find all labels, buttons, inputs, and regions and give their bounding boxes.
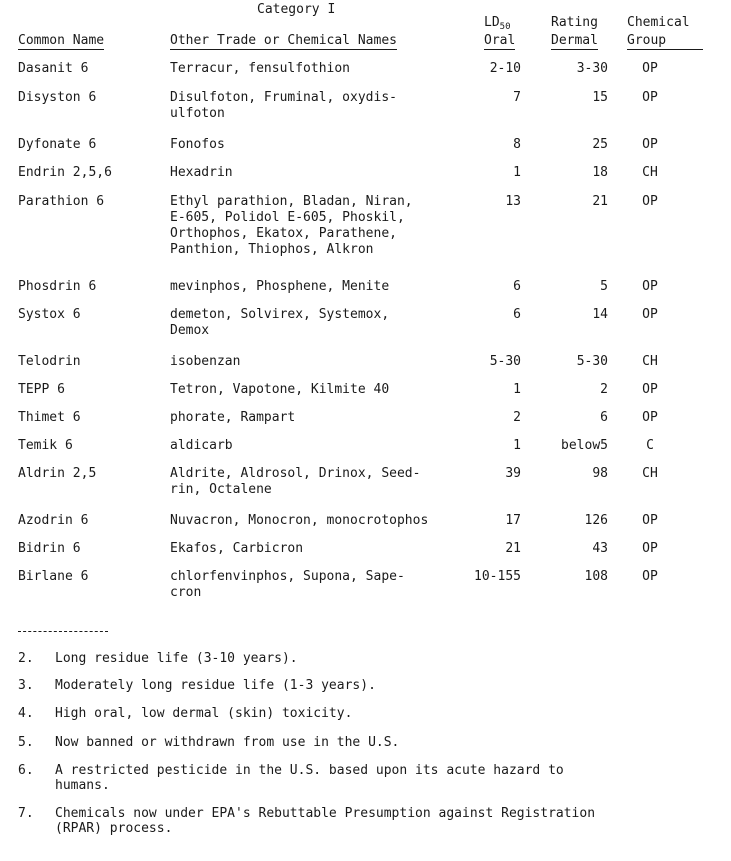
- chemical-group: CH: [642, 466, 658, 481]
- common-name: Bidrin 6: [18, 541, 81, 556]
- common-name: Aldrin 2,5: [18, 466, 97, 481]
- other-names: Tetron, Vapotone, Kilmite 40: [170, 382, 390, 397]
- ld-subscript: 50: [499, 22, 511, 32]
- chemical-group: C: [646, 438, 654, 453]
- footnote-number: 5.: [18, 735, 34, 750]
- ld50-oral: 2-10: [489, 61, 521, 76]
- ld50-dermal: 108: [584, 569, 608, 584]
- common-name: Azodrin 6: [18, 513, 89, 528]
- ld50-oral: 6: [513, 279, 521, 294]
- ld50-dermal: 6: [600, 410, 608, 425]
- chemical-group: OP: [642, 279, 658, 294]
- col-oral: Oral: [484, 33, 516, 48]
- common-name: Endrin 2,5,6: [18, 165, 112, 180]
- other-names: aldicarb: [170, 438, 233, 453]
- ld50-oral: 8: [513, 137, 521, 152]
- chemical-group: OP: [642, 541, 658, 556]
- common-name: Thimet 6: [18, 410, 81, 425]
- ld50-dermal: 15: [592, 90, 608, 105]
- ld50-oral: 21: [505, 541, 521, 556]
- footnote-text: Long residue life (3-10 years).: [55, 651, 298, 666]
- chemical-group: CH: [642, 165, 658, 180]
- ld50-oral: 2: [513, 410, 521, 425]
- ld50-dermal: 5-30: [576, 354, 608, 369]
- footnote-number: 4.: [18, 706, 34, 721]
- chemical-group: CH: [642, 354, 658, 369]
- col-other-names: Other Trade or Chemical Names: [170, 33, 397, 48]
- chemical-group: OP: [642, 569, 658, 584]
- footnote-number: 3.: [18, 678, 34, 693]
- other-names: Terracur, fensulfothion: [170, 61, 351, 76]
- other-names: Nuvacron, Monocron, monocrotophos: [170, 513, 429, 528]
- ld50-dermal: 98: [592, 466, 608, 481]
- chemical-group: OP: [642, 513, 658, 528]
- ld50-oral: 13: [505, 194, 521, 209]
- other-names: chlorfenvinphos, Supona, Sape- cron: [170, 569, 405, 600]
- category-title: Category I: [257, 2, 336, 17]
- other-names: Disulfoton, Fruminal, oxydis- ulfoton: [170, 90, 397, 121]
- chemical-group: OP: [642, 382, 658, 397]
- common-name: Dasanit 6: [18, 61, 89, 76]
- other-names: mevinphos, Phosphene, Menite: [170, 279, 390, 294]
- col-group: Group: [627, 33, 703, 50]
- col-ld50: [484, 15, 511, 35]
- footnote-text: Chemicals now under EPA's Rebuttable Presumption against Registration (RPAR) process.: [55, 806, 596, 836]
- ld50-oral: 17: [505, 513, 521, 528]
- chemical-group: OP: [642, 307, 658, 322]
- ld50-oral: 5-30: [489, 354, 521, 369]
- ld50-oral: 7: [513, 90, 521, 105]
- footnote-text: Moderately long residue life (1-3 years).: [55, 678, 376, 693]
- footnote-text: High oral, low dermal (skin) toxicity.: [55, 706, 353, 721]
- chemical-group: OP: [642, 194, 658, 209]
- chemical-group: OP: [642, 410, 658, 425]
- common-name: Birlane 6: [18, 569, 89, 584]
- footnote-text: A restricted pesticide in the U.S. based upon its acute hazard to humans.: [55, 763, 564, 793]
- ld50-dermal: 2: [600, 382, 608, 397]
- other-names: Aldrite, Aldrosol, Drinox, Seed- rin, Octalene: [170, 466, 421, 497]
- ld50-dermal: 18: [592, 165, 608, 180]
- ld50-oral: 1: [513, 382, 521, 397]
- ld50-dermal: 14: [592, 307, 608, 322]
- chemical-group: OP: [642, 61, 658, 76]
- ld50-oral: 10-155: [474, 569, 521, 584]
- other-names: demeton, Solvirex, Systemox, Demox: [170, 307, 390, 338]
- footnote-number: 7.: [18, 806, 34, 821]
- other-names: Ethyl parathion, Bladan, Niran, E-605, Polidol E-605, Phoskil, Orthophos, Ekatox, Parathene, Panthion, Thiophos, Alkron: [170, 194, 413, 257]
- ld-label: LD: [484, 15, 500, 30]
- ld50-dermal: 126: [584, 513, 608, 528]
- col-chemical: Chemical: [627, 15, 690, 30]
- ld50-dermal: below5: [561, 438, 608, 453]
- common-name: Temik 6: [18, 438, 73, 453]
- common-name: Telodrin: [18, 354, 81, 369]
- common-name: Parathion 6: [18, 194, 105, 209]
- ld50-dermal: 3-30: [576, 61, 608, 76]
- other-names: phorate, Rampart: [170, 410, 296, 425]
- common-name: TEPP 6: [18, 382, 65, 397]
- footnote-divider: [18, 631, 108, 632]
- ld50-oral: 39: [505, 466, 521, 481]
- col-rating: Rating: [551, 15, 598, 30]
- footnote-text: Now banned or withdrawn from use in the U.S.: [55, 735, 400, 750]
- other-names: Hexadrin: [170, 165, 233, 180]
- ld50-oral: 1: [513, 165, 521, 180]
- footnote-number: 6.: [18, 763, 34, 778]
- footnote-number: 2.: [18, 651, 34, 666]
- col-dermal: Dermal: [551, 33, 598, 48]
- ld50-dermal: 5: [600, 279, 608, 294]
- common-name: Disyston 6: [18, 90, 97, 105]
- common-name: Systox 6: [18, 307, 81, 322]
- col-common-name: Common Name: [18, 33, 105, 48]
- chemical-group: OP: [642, 90, 658, 105]
- common-name: Dyfonate 6: [18, 137, 97, 152]
- chemical-group: OP: [642, 137, 658, 152]
- other-names: Fonofos: [170, 137, 225, 152]
- ld50-dermal: 21: [592, 194, 608, 209]
- ld50-dermal: 25: [592, 137, 608, 152]
- common-name: Phosdrin 6: [18, 279, 97, 294]
- other-names: isobenzan: [170, 354, 241, 369]
- ld50-dermal: 43: [592, 541, 608, 556]
- ld50-oral: 6: [513, 307, 521, 322]
- other-names: Ekafos, Carbicron: [170, 541, 304, 556]
- ld50-oral: 1: [513, 438, 521, 453]
